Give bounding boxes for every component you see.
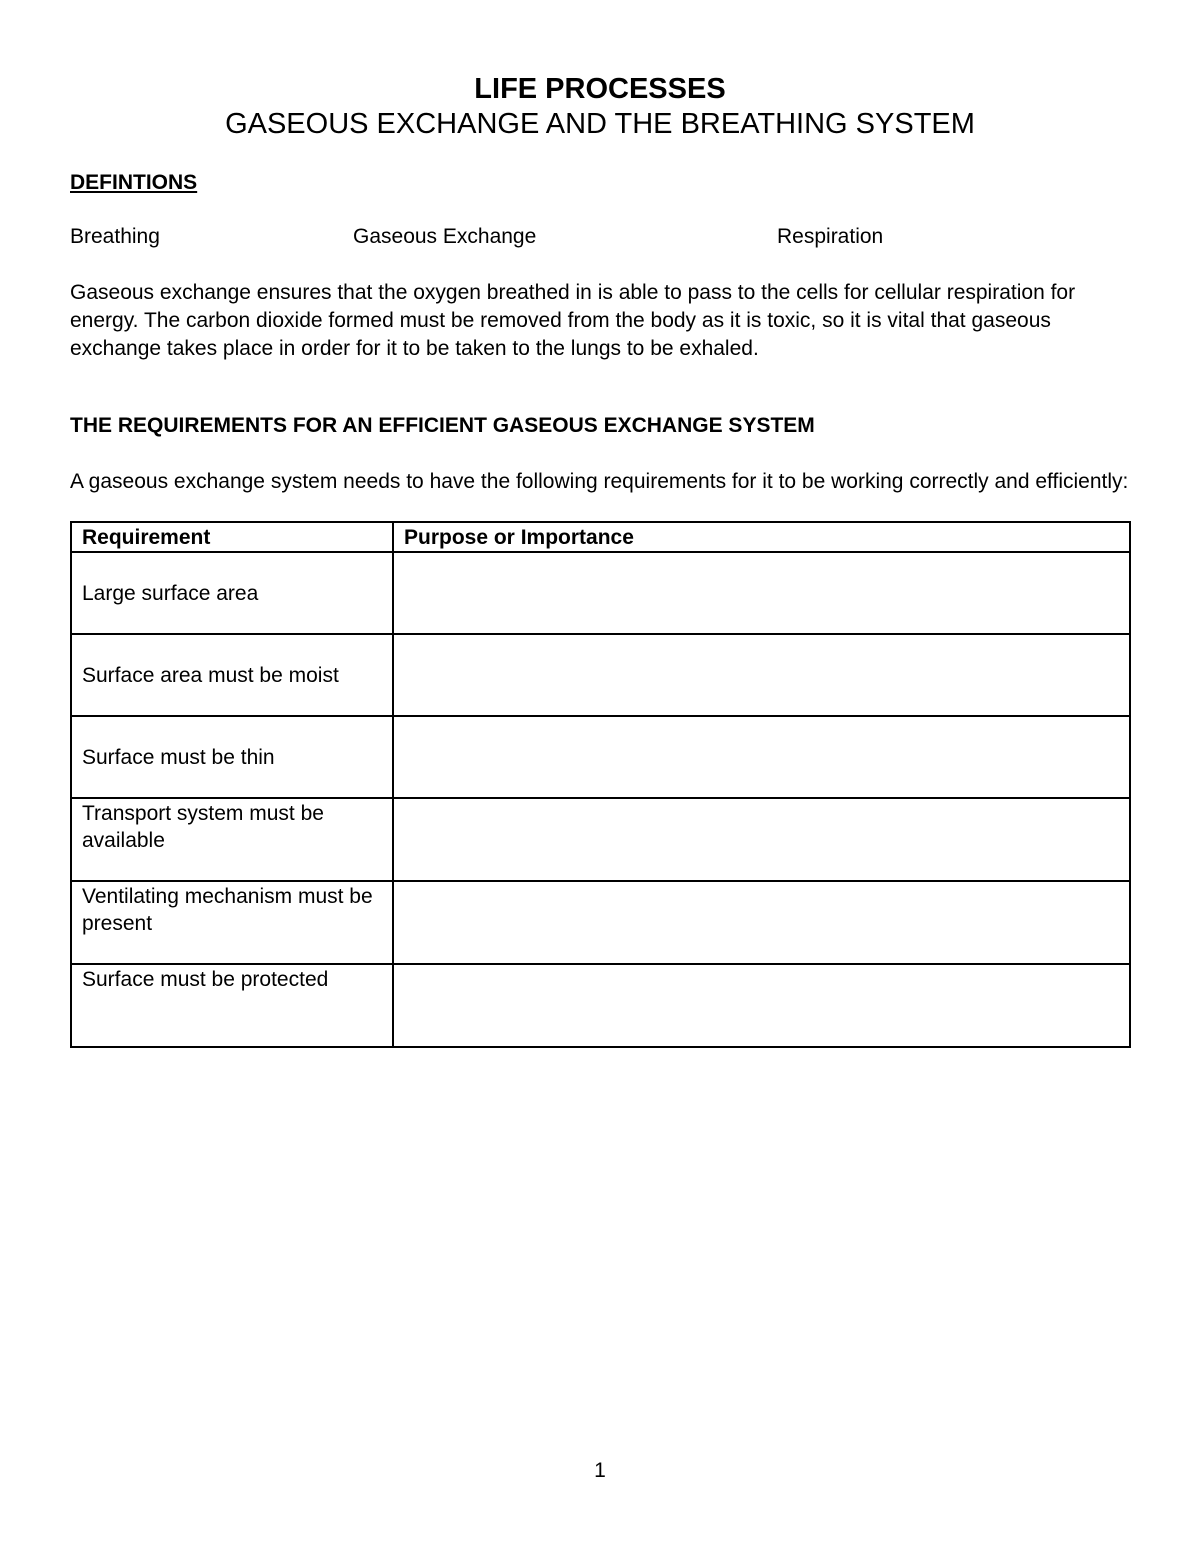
table-row	[71, 552, 1130, 634]
term-gaseous-exchange: Gaseous Exchange	[353, 225, 537, 248]
page-subtitle: GASEOUS EXCHANGE AND THE BREATHING SYSTEM	[225, 108, 975, 140]
table-row	[71, 881, 1130, 964]
table-row	[71, 716, 1130, 798]
requirements-table	[70, 521, 1131, 1048]
purpose-cell[interactable]	[393, 964, 1130, 1047]
purpose-cell[interactable]	[393, 716, 1130, 798]
requirement-cell: Large surface area	[71, 552, 393, 634]
table-row	[71, 634, 1130, 716]
page-title: LIFE PROCESSES	[474, 73, 726, 105]
table-row	[71, 964, 1130, 1047]
purpose-cell[interactable]	[393, 798, 1130, 881]
table-header-row	[71, 522, 1130, 552]
requirement-cell: Surface must be protected	[71, 964, 393, 1047]
requirements-heading: THE REQUIREMENTS FOR AN EFFICIENT GASEOUS EXCHANGE SYSTEM	[70, 414, 815, 437]
requirement-cell: Surface area must be moist	[71, 634, 393, 716]
requirements-intro: A gaseous exchange system needs to have the following requirements for it to be working correctly and efficiently:	[70, 470, 1129, 493]
purpose-cell[interactable]	[393, 552, 1130, 634]
purpose-cell[interactable]	[393, 634, 1130, 716]
term-respiration: Respiration	[777, 225, 884, 248]
purpose-cell[interactable]	[393, 881, 1130, 964]
requirement-cell: Surface must be thin	[71, 716, 393, 798]
term-breathing: Breathing	[70, 225, 160, 248]
table-row	[71, 798, 1130, 881]
column-header-requirement: Requirement	[71, 522, 393, 552]
definitions-heading: DEFINTIONS	[70, 171, 198, 194]
definitions-paragraph: Gaseous exchange ensures that the oxygen breathed in is able to pass to the cells for cellular respiration for energy. The carbon dioxide formed must be removed from the body as it is toxic, so it is vital that gaseous exchange takes place in order for it to be taken to the lungs to be exhaled.	[70, 281, 1076, 360]
requirement-cell: Ventilating mechanism must be present	[71, 881, 393, 964]
column-header-purpose: Purpose or Importance	[393, 522, 1130, 552]
requirement-cell: Transport system must be available	[71, 798, 393, 881]
page-number: 1	[594, 1459, 606, 1482]
